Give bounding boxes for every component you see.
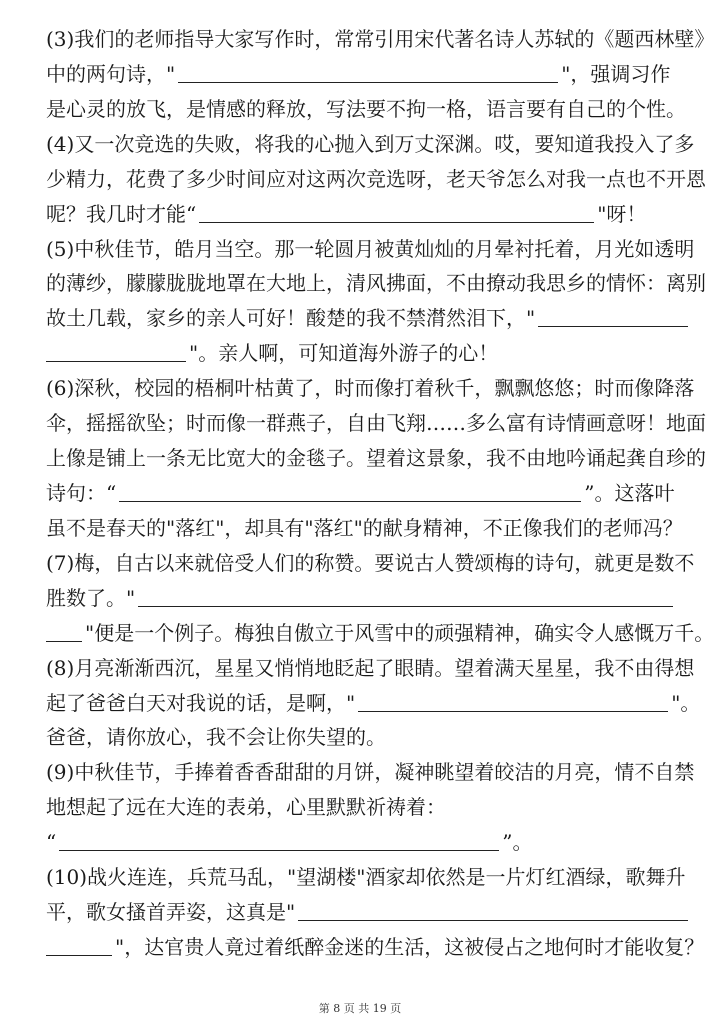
answer-blank[interactable]: [199, 197, 594, 223]
text-line: (6)深秋，校园的梧桐叶枯黄了，时而像打着秋千，飘飘悠悠；时而像降落: [46, 376, 695, 400]
text-line: 少精力，花费了多少时间应对这两次竞选呀，老天爷怎么对我一点也不开恩: [46, 167, 706, 191]
text-line: 的薄纱，朦朦胧胧地罩在大地上，清风拂面，不由撩动我思乡的情怀：离别: [46, 271, 706, 295]
text-line: 诗句：“ ”。这落叶: [46, 476, 686, 511]
text-line: 虽不是春天的"落红"，却具有"落红"的献身精神，不正像我们的老师冯？: [46, 516, 683, 540]
page-footer: 第 8 页 共 19 页: [318, 1002, 402, 1015]
text-line: (5)中秋佳节，皓月当空。那一轮圆月被黄灿灿的月晕衬托着，月光如透明: [46, 237, 695, 261]
answer-blank[interactable]: [46, 930, 112, 956]
text-line: (7)梅，自古以来就倍受人们的称赞。要说古人赞颂梅的诗句，就更是数不: [46, 551, 695, 575]
text-line: 地想起了远在大连的表弟，心里默默祈祷着：: [46, 795, 446, 819]
text-line: (9)中秋佳节，手捧着香香甜甜的月饼，凝神眺望着皎洁的月亮，情不自禁: [46, 760, 695, 784]
text-line: (4)又一次竞选的失败，将我的心抛入到万丈深渊。哎，要知道我投入了多: [46, 132, 695, 156]
answer-blank[interactable]: [298, 895, 688, 921]
text-line: 上像是铺上一条无比宽大的金毯子。望着这景象，我不由地吟诵起龚自珍的: [46, 446, 706, 470]
text-line: 伞，摇摇欲坠；时而像一群燕子，自由飞翔……多么富有诗情画意呀！地面: [46, 411, 706, 435]
text-line: (3)我们的老师指导大家写作时，常常引用宋代著名诗人苏轼的《题西林壁》: [46, 27, 715, 51]
text-line: 爸爸，请你放心，我不会让你失望的。: [46, 725, 386, 749]
text-line: “ ”。: [46, 825, 686, 860]
text-line: 起了爸爸白天对我说的话，是啊，" "。: [46, 686, 686, 721]
text-line: "。亲人啊，可知道海外游子的心！: [46, 336, 686, 371]
text-line: "，达官贵人竟过着纸醉金迷的生活，这被侵占之地何时才能收复？: [46, 930, 686, 965]
text-line: 胜数了。": [46, 581, 686, 616]
answer-blank[interactable]: [358, 686, 668, 712]
text-line: (10)战火连连，兵荒马乱，"望湖楼"酒家却依然是一片灯红酒绿，歌舞升: [46, 865, 686, 889]
answer-blank[interactable]: [138, 581, 673, 607]
answer-blank[interactable]: [46, 616, 82, 642]
answer-blank[interactable]: [59, 825, 499, 851]
answer-blank[interactable]: [46, 336, 186, 362]
text-line: 是心灵的放飞，是情感的释放，写法要不拘一格，语言要有自己的个性。: [46, 97, 686, 121]
text-line: 故土几载，家乡的亲人可好！酸楚的我不禁潸然泪下，": [46, 301, 686, 336]
text-line: (8)月亮渐渐西沉，星星又悄悄地眨起了眼睛。望着满天星星，我不由得想: [46, 656, 695, 680]
answer-blank[interactable]: [119, 476, 581, 502]
answer-blank[interactable]: [538, 301, 688, 327]
text-line: 中的两句诗，" "，强调习作: [46, 57, 686, 92]
text-line: "便是一个例子。梅独自傲立于风雪中的顽强精神，确实令人感慨万千。: [46, 616, 686, 651]
answer-blank[interactable]: [178, 57, 558, 83]
text-line: 呢？我几时才能“ "呀！: [46, 197, 686, 232]
text-line: 平，歌女搔首弄姿，这真是": [46, 895, 686, 930]
